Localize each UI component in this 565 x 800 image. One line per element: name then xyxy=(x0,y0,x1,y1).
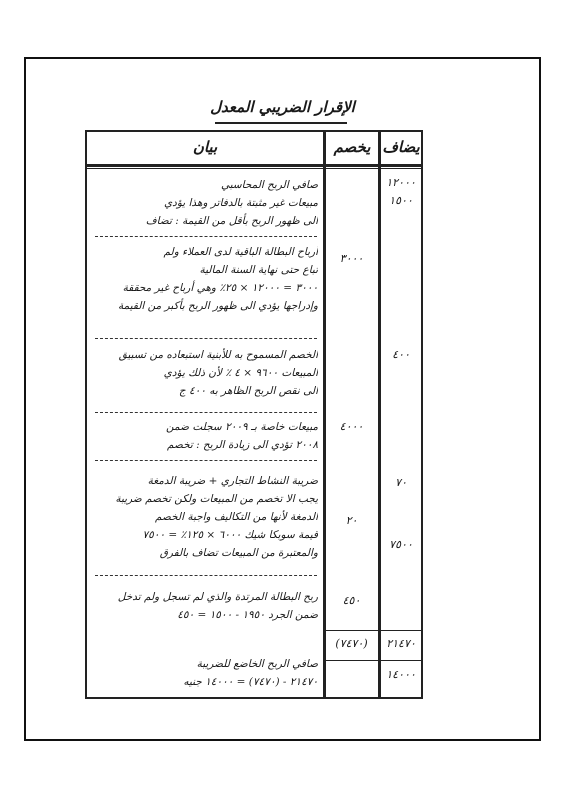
entry-line: والمعتبرة من المبيعات تضاف بالفرق xyxy=(159,547,318,559)
entry-5-add-1: ٧٠ xyxy=(395,476,407,489)
net-profit-value: ١٤٠٠٠ xyxy=(386,668,416,681)
entry-line: الدمغة لأنها من التكاليف واجبة الخصم xyxy=(155,511,318,523)
page-title: الإقرار الضريبي المعدل xyxy=(210,98,355,116)
entry-line: ربح البطالة المرتدة والذي لم تسجل ولم تدخل xyxy=(117,591,318,603)
table-bottom-border xyxy=(85,697,423,699)
entry-separator xyxy=(95,575,317,576)
entry-2-description xyxy=(93,243,318,315)
entry-separator xyxy=(95,236,317,237)
entry-1-add-1: ١٢٠٠٠ xyxy=(386,176,416,189)
entry-4-description xyxy=(93,418,318,454)
table-left-border xyxy=(85,130,87,699)
entry-3-description xyxy=(93,346,318,400)
entry-line: وإدراجها يؤدي الى ظهور الربح بأكبر من القيمة xyxy=(118,300,318,312)
entry-line: تباع حتى نهاية السنة المالية xyxy=(199,264,318,276)
header-add: يضاف xyxy=(382,138,420,156)
entry-1-add-2: ١٥٠٠ xyxy=(389,194,413,207)
entry-line: ٢١٤٧٠ - (٧٤٧٠) = ١٤٠٠٠ جنيه xyxy=(183,676,318,688)
entry-line: مبيعات خاصة بـ ٢٠٠٩ سجلت ضمن xyxy=(166,421,318,433)
entry-line: الى ظهور الربح بأقل من القيمة : تضاف xyxy=(145,215,318,227)
column-divider-add xyxy=(378,130,381,699)
totals-top-line xyxy=(326,630,423,631)
header-description: بيان xyxy=(192,138,218,156)
header-deduct: يخصم xyxy=(333,138,371,156)
entry-5-description xyxy=(93,472,318,562)
entry-5-add-2: ٧٥٠٠ xyxy=(389,538,413,551)
entry-line: الى نقص الربح الظاهر به ٤٠٠ ج xyxy=(178,385,318,397)
entry-line: قيمة سوبكا شيك ٦٠٠٠ × ١٢٥٪ = ٧٥٠٠ xyxy=(142,529,318,541)
entry-line: يجب الا تخصم من المبيعات ولكن تخصم ضريبة xyxy=(115,493,318,505)
entry-separator xyxy=(95,460,317,461)
total-deduct: (٧٤٧٠) xyxy=(335,637,368,650)
net-profit-description xyxy=(93,655,318,691)
entry-6-deduct: ٤٥٠ xyxy=(342,594,361,607)
entry-line: ضمن الجرد ١٩٥٠ - ١٥٠٠ = ٤٥٠ xyxy=(177,609,318,621)
entry-separator xyxy=(95,338,317,339)
entry-line: ٢٠٠٨ تؤدي الى زيادة الربح : تخصم xyxy=(166,439,318,451)
header-bottom-border xyxy=(85,164,423,167)
entry-4-deduct: ٤٠٠٠ xyxy=(339,420,364,433)
totals-bottom-line xyxy=(326,660,423,661)
entry-5-deduct: ٢٠ xyxy=(345,514,358,527)
entry-line: الخصم المسموح به للأبنية استبعاده من تسبيق xyxy=(118,349,318,361)
entry-line: ضريبة النشاط التجاري + ضريبة الدمغة xyxy=(147,475,318,487)
column-divider-deduct xyxy=(323,130,326,699)
entry-6-description xyxy=(93,588,318,624)
entry-line: ٣٠٠٠ = ١٢٠٠٠ × ٢٥٪ وهي أرباح غير محققة xyxy=(122,282,318,294)
table-right-border xyxy=(421,130,423,699)
entry-line: مبيعات غير مثبتة بالدفاتر وهذا يؤدي xyxy=(163,197,318,209)
entry-2-deduct: ٣٠٠٠ xyxy=(339,252,364,265)
entry-line: المبيعات ٩٦٠٠ × ٤ ٪ لأن ذلك يؤدي xyxy=(163,367,318,379)
entry-line: صافي الربح المحاسبي xyxy=(220,179,318,191)
entry-3-add: ٤٠٠ xyxy=(392,348,410,361)
tax-table xyxy=(85,130,423,699)
entry-line: صافي الربح الخاضع للضريبة xyxy=(196,658,318,670)
entry-separator xyxy=(95,412,317,413)
entry-line: أرباح البطالة الباقية لدى العملاء ولم xyxy=(163,246,318,258)
header-bottom-border-2 xyxy=(85,168,423,169)
total-add: ٢١٤٧٠ xyxy=(386,637,416,650)
entry-1-description xyxy=(93,176,318,230)
title-underline xyxy=(215,122,347,124)
